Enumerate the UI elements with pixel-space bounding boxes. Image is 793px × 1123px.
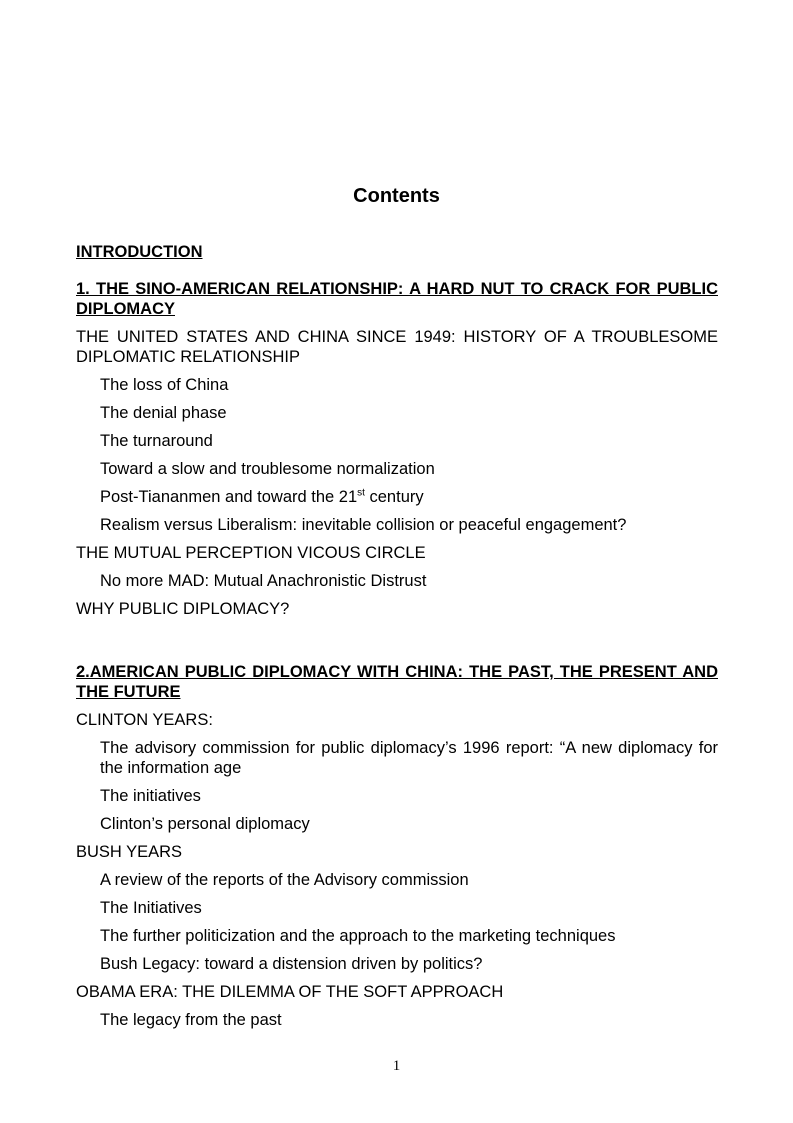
toc-section-us-china-since-1949[interactable]: THE UNITED STATES AND CHINA SINCE 1949: HISTORY OF A TROUBLESOME DIPLOMATIC RELATIONSHIP bbox=[76, 328, 718, 366]
toc-subsection-item[interactable]: The initiatives bbox=[100, 787, 201, 805]
toc-subsection-item[interactable]: Clinton’s personal diplomacy bbox=[100, 815, 310, 833]
toc-subsection-item[interactable]: The denial phase bbox=[100, 404, 227, 422]
toc-subsection-item[interactable]: The advisory commission for public diplomacy’s 1996 report: “A new diplomacy for the information age bbox=[100, 739, 718, 777]
toc-subsection-item[interactable]: The Initiatives bbox=[100, 899, 202, 917]
toc-subsection-item[interactable]: The legacy from the past bbox=[100, 1011, 282, 1029]
toc-subsection-item[interactable]: The loss of China bbox=[100, 376, 229, 394]
toc-section-obama-era[interactable]: OBAMA ERA: THE DILEMMA OF THE SOFT APPROACH bbox=[76, 983, 504, 1001]
post-tiananmen-text: Post-Tiananmen and toward the 21 bbox=[100, 488, 358, 506]
toc-subsection-item[interactable]: The turnaround bbox=[100, 432, 213, 450]
toc-section-bush-years[interactable]: BUSH YEARS bbox=[76, 843, 183, 861]
toc-heading-chapter-1[interactable]: 1. THE SINO-AMERICAN RELATIONSHIP: A HARD NUT TO CRACK FOR PUBLIC DIPLOMACY bbox=[76, 280, 718, 318]
page-title: Contents bbox=[353, 185, 440, 207]
ordinal-suffix: st bbox=[357, 487, 365, 499]
toc-heading-introduction[interactable]: INTRODUCTION bbox=[76, 243, 203, 261]
toc-section-clinton-years[interactable]: CLINTON YEARS: bbox=[76, 711, 213, 729]
toc-subsection-item[interactable]: Bush Legacy: toward a distension driven by politics? bbox=[100, 955, 483, 973]
toc-subsection-item[interactable]: A review of the reports of the Advisory commission bbox=[100, 871, 469, 889]
toc-subsection-realism[interactable]: Realism versus Liberalism: inevitable collision or peaceful engagement? bbox=[100, 516, 627, 534]
post-tiananmen-text-end: century bbox=[364, 488, 424, 506]
page-number: 1 bbox=[392, 1058, 401, 1074]
toc-subsection-post-tiananmen[interactable] bbox=[100, 487, 718, 507]
toc-section-why-public-diplomacy[interactable]: WHY PUBLIC DIPLOMACY? bbox=[76, 600, 290, 618]
toc-section-mutual-perception[interactable]: THE MUTUAL PERCEPTION VICOUS CIRCLE bbox=[76, 544, 426, 562]
toc-heading-chapter-2[interactable]: 2.AMERICAN PUBLIC DIPLOMACY WITH CHINA: THE PAST, THE PRESENT AND THE FUTURE bbox=[76, 663, 718, 701]
toc-subsection-no-more-mad[interactable]: No more MAD: Mutual Anachronistic Distrust bbox=[100, 572, 427, 590]
toc-subsection-item[interactable]: The further politicization and the approach to the marketing techniques bbox=[100, 927, 616, 945]
toc-subsection-item[interactable]: Toward a slow and troublesome normalization bbox=[100, 460, 435, 478]
